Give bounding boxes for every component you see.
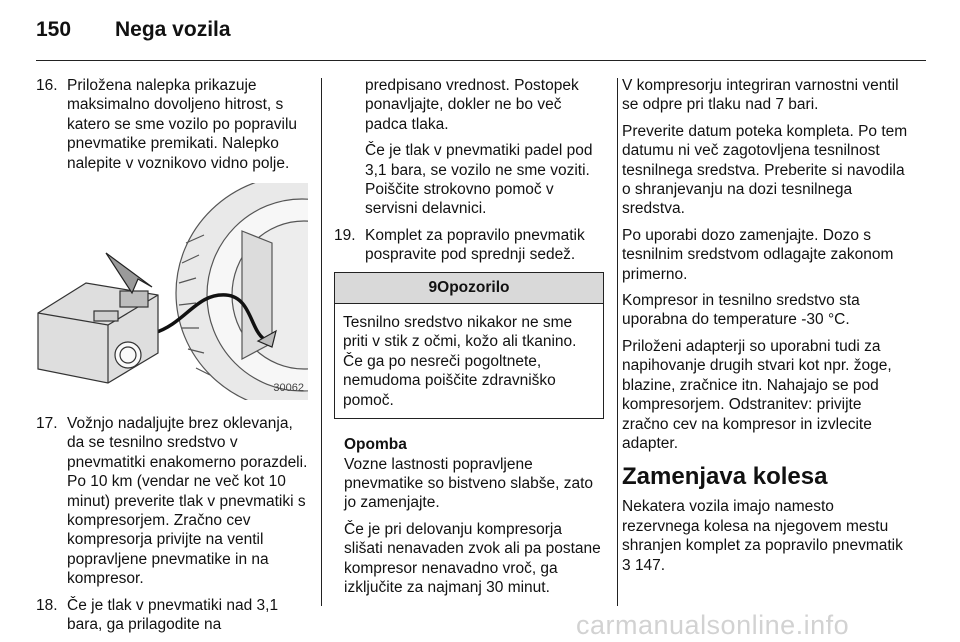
note-paragraph-1: Vozne lastnosti popravljene pnevmatike so bistveno slabše, zato jo zamenjajte. xyxy=(344,455,593,512)
warning-header xyxy=(335,273,603,304)
item-number: 17. xyxy=(36,415,58,433)
paragraph-temperature: Kompresor in tesnilno sredstvo sta uporabna do temperature -30 °C. xyxy=(622,292,860,329)
watermark: carmanualsonline.info xyxy=(576,610,850,640)
paragraph-adapters: Priloženi adapterji so uporabni tudi za napihovanje drugih stvari kot npr. žoge, blazine, zračnice itn. Nahajajo se pod kompresorjem. Odstranitev: privijte zračno cev na kompresor in izvlecite adapter. xyxy=(622,337,892,452)
page-header xyxy=(36,14,926,54)
note-paragraph-2: Če je pri delovanju kompresorja slišati nenavaden zvok ali pa postane kompresor nenavadno vroč, ga izključite za najmanj 30 minut. xyxy=(344,520,601,596)
item-text: Priložena nalepka prikazuje maksimalno dovoljeno hitrost, s katero se sme vozilo po popravilu pnevmatike premikati. Nalepko nalepite v voznikovo vidno polje. xyxy=(67,77,298,172)
warning-text: Tesnilno sredstvo nikakor ne sme priti v stik z očmi, kožo ali tkanino. Če ga po nesreči pogoltnete, nemudoma poiščite zdravniško pomoč. xyxy=(343,314,577,409)
header-rule xyxy=(36,60,926,61)
column-2 xyxy=(334,76,604,604)
paragraph-disposal: Po uporabi dozo zamenjajte. Dozo s tesnilnim sredstvom odlagajte zakonom primerno. xyxy=(622,226,894,283)
paragraph-expiry: Preverite datum poteka kompleta. Po tem datumu ni več zagotovljena tesnilnost tesnilnega sredstva. Preberite si navodila o shranjevanju na dozi tesnilnega sredstva. xyxy=(622,122,908,218)
list-item-16 xyxy=(36,76,308,173)
paragraph-valve: V kompresorju integriran varnostni ventil se odpre pri tlaku nad 7 bari. xyxy=(622,77,899,114)
warning-title: Opozorilo xyxy=(437,278,510,296)
section-title: Zamenjava kolesa xyxy=(622,463,828,491)
page-number: 150 xyxy=(36,18,72,41)
warning-icon: 9 xyxy=(428,278,438,296)
item-18-continuation-2: Če je tlak v pnevmatiki padel pod 3,1 bara, se vozilo ne sme voziti. Poiščite strokovno pomoč v servisni delavnici. xyxy=(365,142,593,218)
item-number: 19. xyxy=(334,226,356,244)
column-divider-1 xyxy=(321,78,322,606)
tire-repair-kit-image xyxy=(36,183,308,400)
note-title: Opomba xyxy=(344,436,407,454)
item-18-continuation: predpisano vrednost. Postopek ponavljajte, dokler ne bo več padca tlaka. xyxy=(365,77,579,133)
note-block xyxy=(334,435,604,597)
column-divider-2 xyxy=(617,78,618,606)
item-text: Če je tlak v pnevmatiki nad 3,1 bara, ga prilagodite na xyxy=(67,596,279,634)
warning-box xyxy=(334,272,604,419)
page-reference-link[interactable]: 147. xyxy=(634,556,666,574)
page-reference-icon: 3 xyxy=(622,556,631,574)
page-title: Nega vozila xyxy=(115,18,231,41)
section-paragraph xyxy=(622,497,910,575)
figure-number: 30062 xyxy=(273,381,304,394)
item-text: Komplet za popravilo pnevmatik pospravite pod sprednji sedež. xyxy=(365,226,585,264)
column-3 xyxy=(622,76,910,582)
compressor-illustration xyxy=(36,183,308,400)
item-number: 18. xyxy=(36,596,58,614)
list-item-18 xyxy=(36,596,308,635)
item-text: Vožnjo nadaljujte brez oklevanja, da se tesnilno sredstvo v pnevmatitki enakomerno porazdeli. Po 10 km (vendar ne več kot 10 minut) preverite tlak v pnevmatiki s kompresorjem. Zračno cev kompresorja privijte na ventil popravljene pnevmatike in na kompresor. xyxy=(67,415,308,588)
item-number: 16. xyxy=(36,77,58,94)
list-item-17 xyxy=(36,414,308,589)
section-text: Nekatera vozila imajo namesto rezervnega kolesa na njegovem mestu shranjen komplet za popravilo pnevmatik xyxy=(622,498,903,555)
column-1 xyxy=(36,76,308,642)
list-item-19 xyxy=(334,226,604,265)
